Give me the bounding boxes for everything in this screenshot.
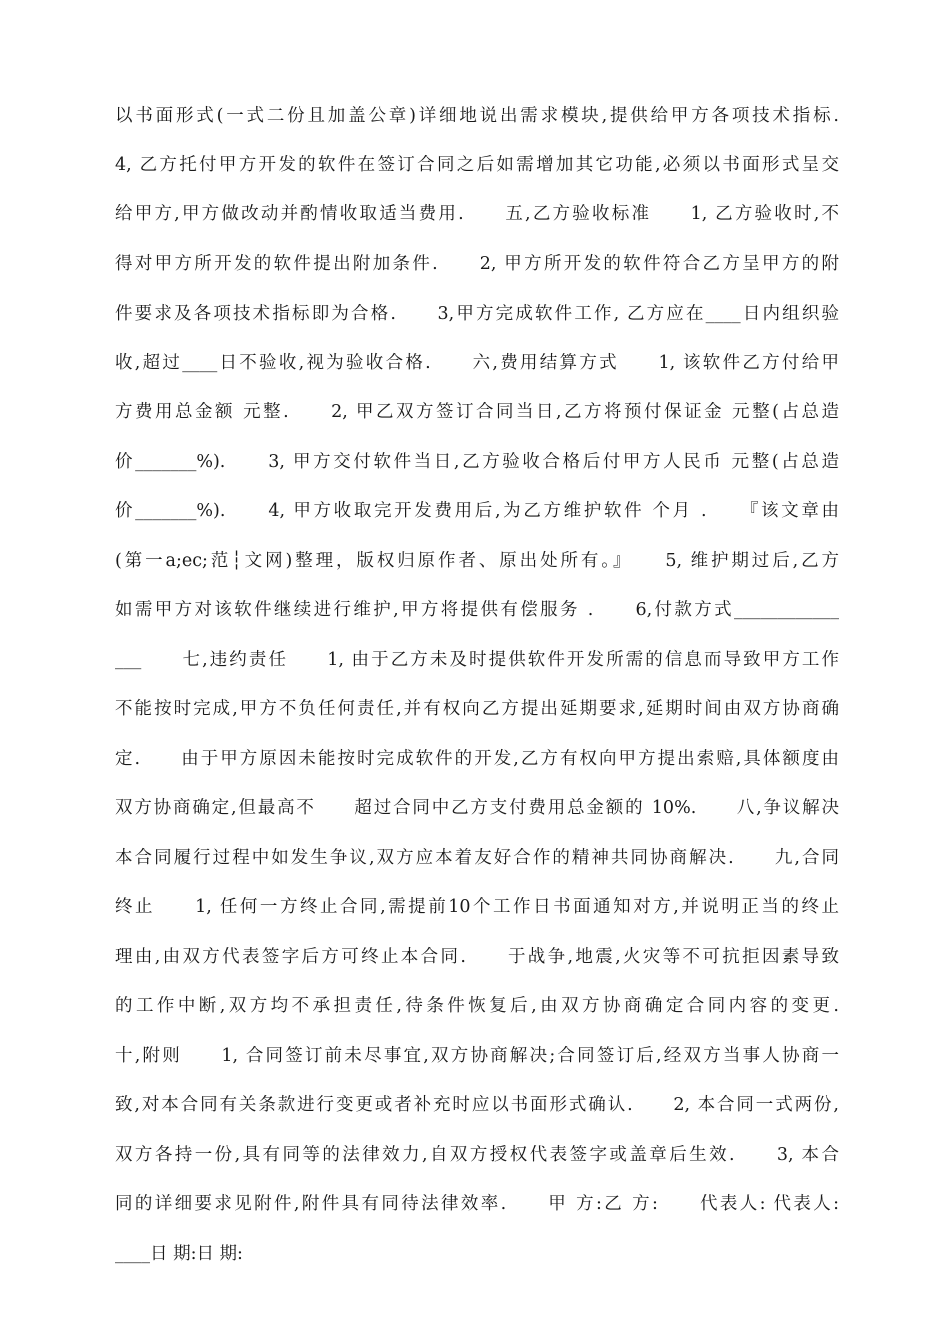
text-line-11: 如需甲方对该软件继续进行维护,甲方将提供有偿服务 . 6,付款方式____________	[115, 600, 839, 620]
text-line-8: 价_______%). 3, 甲方交付软件当日,乙方验收合格后付甲方人民币 元整(占总造	[115, 452, 839, 472]
text-line-22: 双方各持一份,具有同等的法律效力,自双方授权代表签字或盖章后生效. 3, 本合	[115, 1145, 839, 1165]
text-line-1: 以书面形式(一式二份且加盖公章)详细地说出需求模块,提供给甲方各项技术指标.	[115, 106, 839, 126]
text-line-24: ____日 期:日 期:	[115, 1244, 243, 1264]
text-line-20: 十,附则 1, 合同签订前未尽事宜,双方协商解决;合同签订后,经双方当事人协商一	[115, 1046, 839, 1066]
text-line-15: 双方协商确定,但最高不 超过合同中乙方支付费用总金额的 10%. 八,争议解决	[115, 798, 839, 818]
text-line-2: 4, 乙方托付甲方开发的软件在签订合同之后如需增加其它功能,必须以书面形式呈交	[115, 155, 839, 175]
text-line-16: 本合同履行过程中如发生争议,双方应本着友好合作的精神共同协商解决. 九,合同	[115, 848, 839, 868]
text-line-13: 不能按时完成,甲方不负任何责任,并有权向乙方提出延期要求,延期时间由双方协商确	[115, 699, 839, 719]
text-line-19: 的工作中断,双方均不承担责任,待条件恢复后,由双方协商确定合同内容的变更.	[115, 996, 839, 1016]
text-line-9: 价_______%). 4, 甲方收取完开发费用后,为乙方维护软件 个月 . 『该文章由	[115, 501, 839, 521]
text-line-10: (第一a;ec;范┆文网)整理，版权归原作者、原出处所有。』 5, 维护期过后,乙方	[115, 551, 839, 571]
text-line-7: 方费用总金额 元整. 2, 甲乙双方签订合同当日,乙方将预付保证金 元整(占总造	[115, 402, 839, 422]
text-line-5: 件要求及各项技术指标即为合格. 3,甲方完成软件工作, 乙方应在____日内组织验	[115, 304, 839, 324]
text-line-23: 同的详细要求见附件,附件具有同待法律效率. 甲 方:乙 方: 代表人: 代表人:	[115, 1194, 839, 1214]
text-line-18: 理由,由双方代表签字后方可终止本合同. 于战争,地震,火灾等不可抗拒因素导致	[115, 947, 839, 967]
text-line-3: 给甲方,甲方做改动并酌情收取适当费用. 五,乙方验收标准 1, 乙方验收时,不	[115, 204, 839, 224]
text-line-14: 定. 由于甲方原因未能按时完成软件的开发,乙方有权向甲方提出索赔,具体额度由	[115, 749, 839, 769]
text-line-21: 致,对本合同有关条款进行变更或者补充时应以书面形式确认. 2, 本合同一式两份,	[115, 1095, 839, 1115]
text-line-6: 收,超过____日不验收,视为验收合格. 六,费用结算方式 1, 该软件乙方付给甲	[115, 353, 839, 373]
text-line-12: ___ 七,违约责任 1, 由于乙方未及时提供软件开发所需的信息而导致甲方工作	[115, 650, 839, 670]
text-line-17: 终止 1, 任何一方终止合同,需提前10个工作日书面通知对方,并说明正当的终止	[115, 897, 839, 917]
text-line-4: 得对甲方所开发的软件提出附加条件. 2, 甲方所开发的软件符合乙方呈甲方的附	[115, 254, 839, 274]
